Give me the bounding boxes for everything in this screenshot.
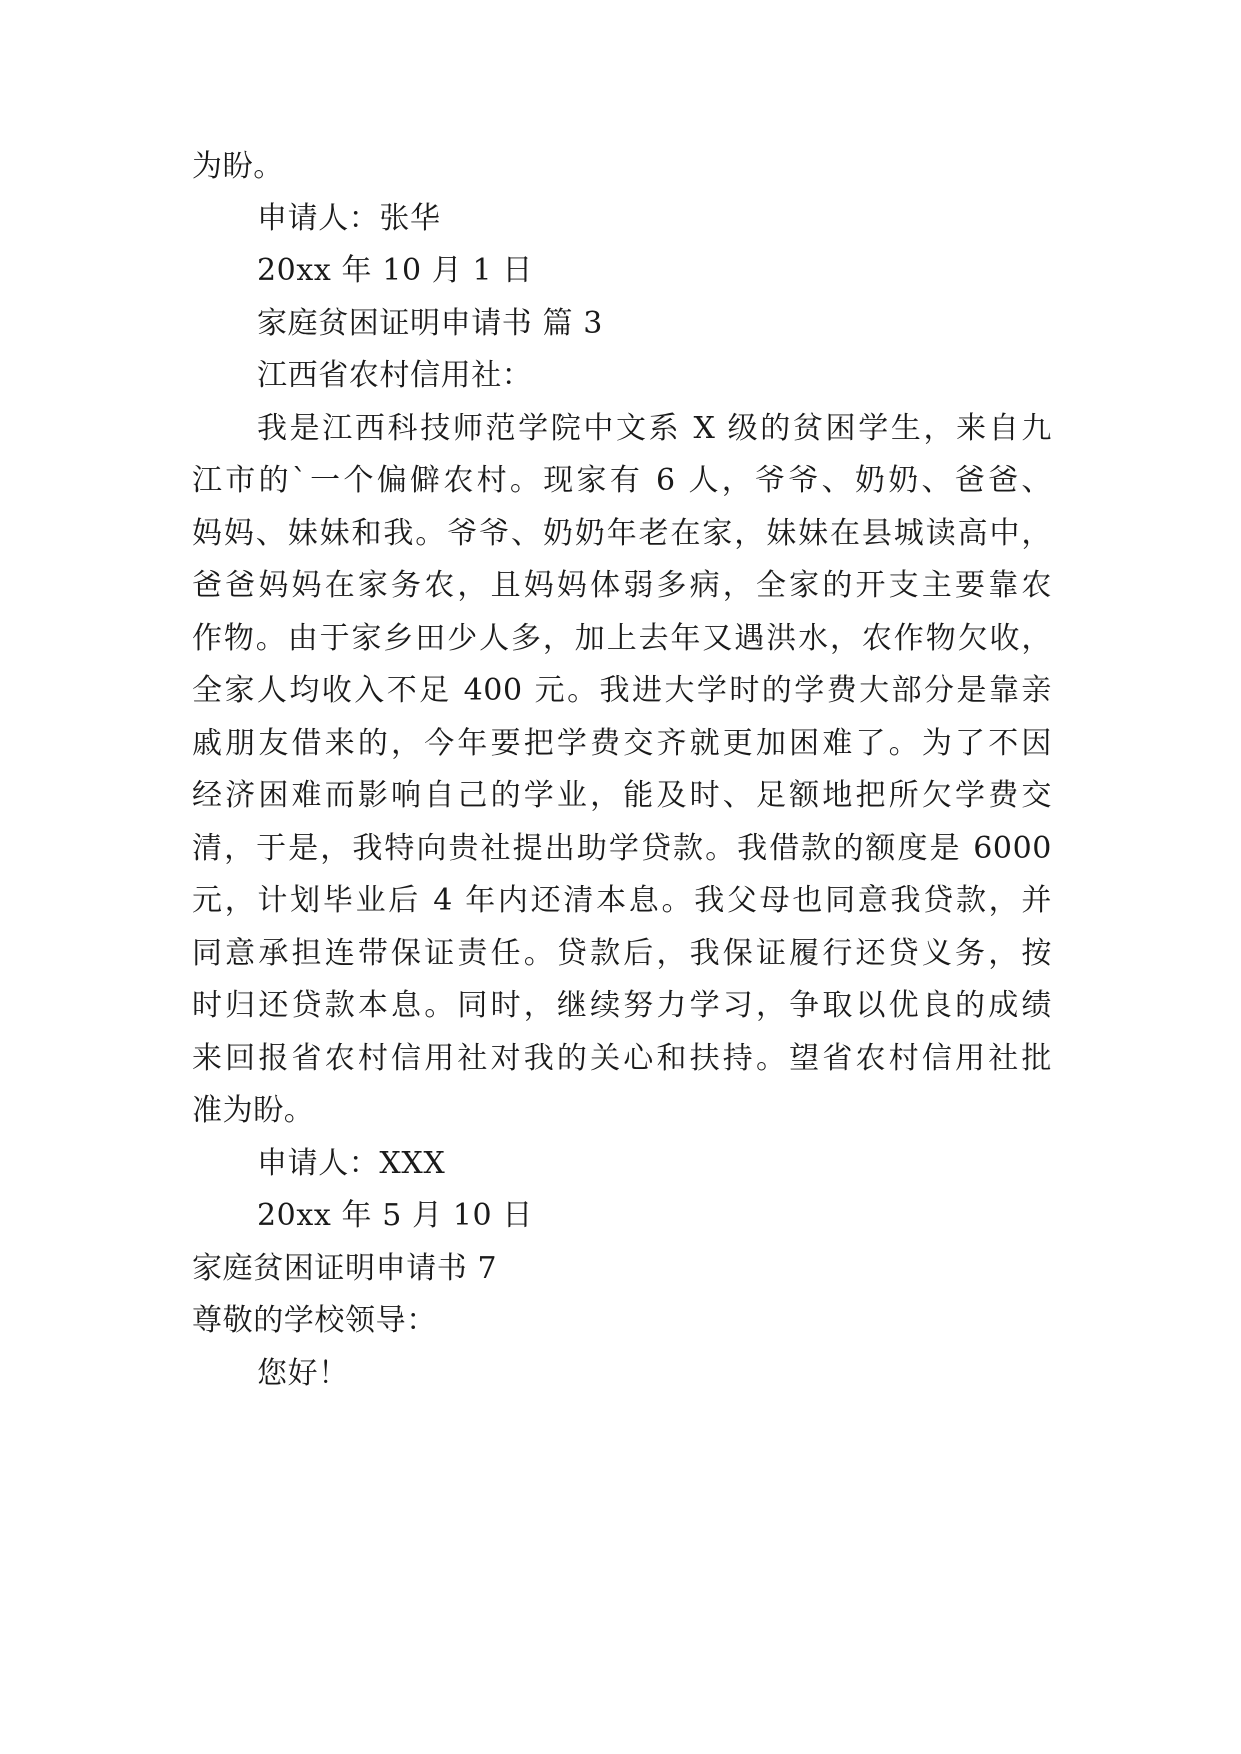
salutation-line: 江西省农村信用社： xyxy=(257,358,533,393)
body-line: 时归还贷款本息。同时，继续努力学习，争取以优良的成绩 xyxy=(192,988,1052,1023)
body-line: 同意承担连带保证责任。贷款后，我保证履行还贷义务，按 xyxy=(192,936,1052,971)
signature-line: 申请人：XXX xyxy=(257,1146,446,1181)
body-line: 来回报省农村信用社对我的关心和扶持。望省农村信用社批 xyxy=(192,1041,1052,1076)
greeting-line: 您好！ xyxy=(257,1356,349,1391)
date-line: 20xx 年 5 月 10 日 xyxy=(257,1198,533,1233)
body-line: 全家人均收入不足 400 元。我进大学时的学费大部分是靠亲 xyxy=(192,673,1052,708)
body-line: 戚朋友借来的，今年要把学费交齐就更加困难了。为了不因 xyxy=(192,726,1052,761)
body-line: 作物。由于家乡田少人多，加上去年又遇洪水，农作物欠收， xyxy=(192,621,1052,656)
body-line: 妈妈、妹妹和我。爷爷、奶奶年老在家，妹妹在县城读高中， xyxy=(192,516,1052,551)
body-line: 经济困难而影响自己的学业，能及时、足额地把所欠学费交 xyxy=(192,778,1052,813)
continuation-line: 为盼。 xyxy=(192,149,284,184)
body-line: 我是江西科技师范学院中文系 X 级的贫困学生，来自九 xyxy=(257,411,1052,446)
signature-line: 申请人：张华 xyxy=(257,201,441,236)
body-line: 爸爸妈妈在家务农，且妈妈体弱多病，全家的开支主要靠农 xyxy=(192,568,1052,603)
section-heading: 家庭贫困证明申请书 篇 3 xyxy=(257,306,603,341)
date-line: 20xx 年 10 月 1 日 xyxy=(257,253,533,288)
body-line: 元，计划毕业后 4 年内还清本息。我父母也同意我贷款，并 xyxy=(192,883,1052,918)
body-line: 准为盼。 xyxy=(192,1093,315,1128)
body-line: 江市的`一个偏僻农村。现家有 6 人，爷爷、奶奶、爸爸、 xyxy=(192,463,1052,498)
section-heading: 家庭贫困证明申请书 7 xyxy=(192,1251,498,1286)
salutation-line: 尊敬的学校领导： xyxy=(192,1303,437,1338)
body-line: 清，于是，我特向贵社提出助学贷款。我借款的额度是 6000 xyxy=(192,831,1052,866)
